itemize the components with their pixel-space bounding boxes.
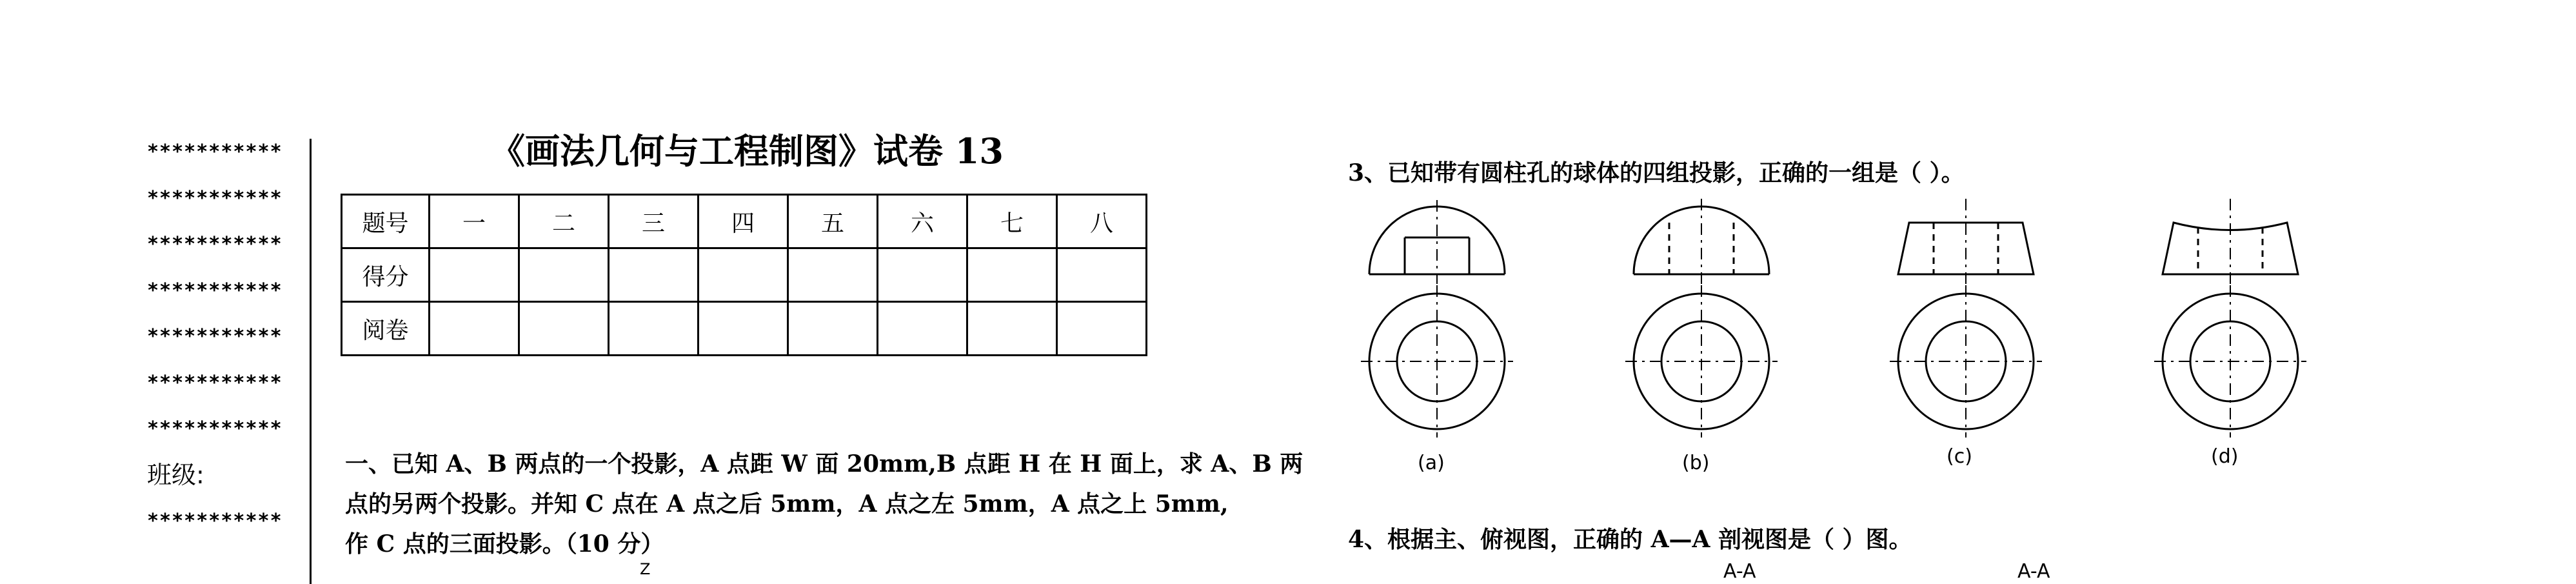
star-line: *********** [147,279,282,302]
option-a-label: (a) [1418,452,1445,474]
table-header-cell: 题号 [342,195,430,248]
row-label: 阅卷 [342,302,430,356]
table-header-cell: 二 [519,195,609,248]
question-3: 3、已知带有圆柱孔的球体的四组投影，正确的一组是（ ）。 [1348,159,1965,186]
section-label-aa: A-A [2017,560,2050,583]
star-line: *********** [147,510,282,532]
star-line: *********** [147,186,282,210]
option-a-drawing [1361,200,1513,438]
z-axis-label: Z [640,560,651,578]
question-4: 4、根据主、俯视图，正确的 A—A 剖视图是（ ）图。 [1348,526,1912,553]
question-1-line: 作 C 点的三面投影。（10 分） [345,530,664,558]
star-line: *********** [147,233,282,256]
question-1-line: 一、已知 A、B 两点的一个投影，A 点距 W 面 20mm,B 点距 H 在 H 面上，求 A、B 两 [345,450,1303,478]
star-line: *********** [147,371,282,394]
option-b-drawing [1625,199,1778,438]
star-line: *********** [147,325,282,348]
option-b-label: (b) [1682,452,1710,474]
star-line: *********** [147,141,282,163]
table-header-cell: 七 [967,195,1057,248]
table-header-cell: 六 [878,195,967,248]
class-label: 班级: [147,460,204,489]
exam-title: 《画法几何与工程制图》试卷 13 [490,130,1004,172]
question-1-line: 点的另两个投影。并知 C 点在 A 点之后 5mm，A 点之左 5mm，A 点之上 5mm, [345,490,1229,518]
row-label: 得分 [342,248,430,302]
table-header-cell: 三 [609,195,698,248]
option-c-label: (c) [1947,445,1972,468]
option-d-drawing [2154,199,2306,438]
option-c-drawing [1890,199,2042,438]
option-d-label: (d) [2211,445,2239,468]
table-header-cell: 五 [788,195,878,248]
table-header-cell: 八 [1057,195,1147,248]
star-line: *********** [147,418,282,440]
section-label-aa: A-A [1723,560,1756,583]
table-header-cell: 四 [698,195,788,248]
table-header-cell: 一 [430,195,519,248]
